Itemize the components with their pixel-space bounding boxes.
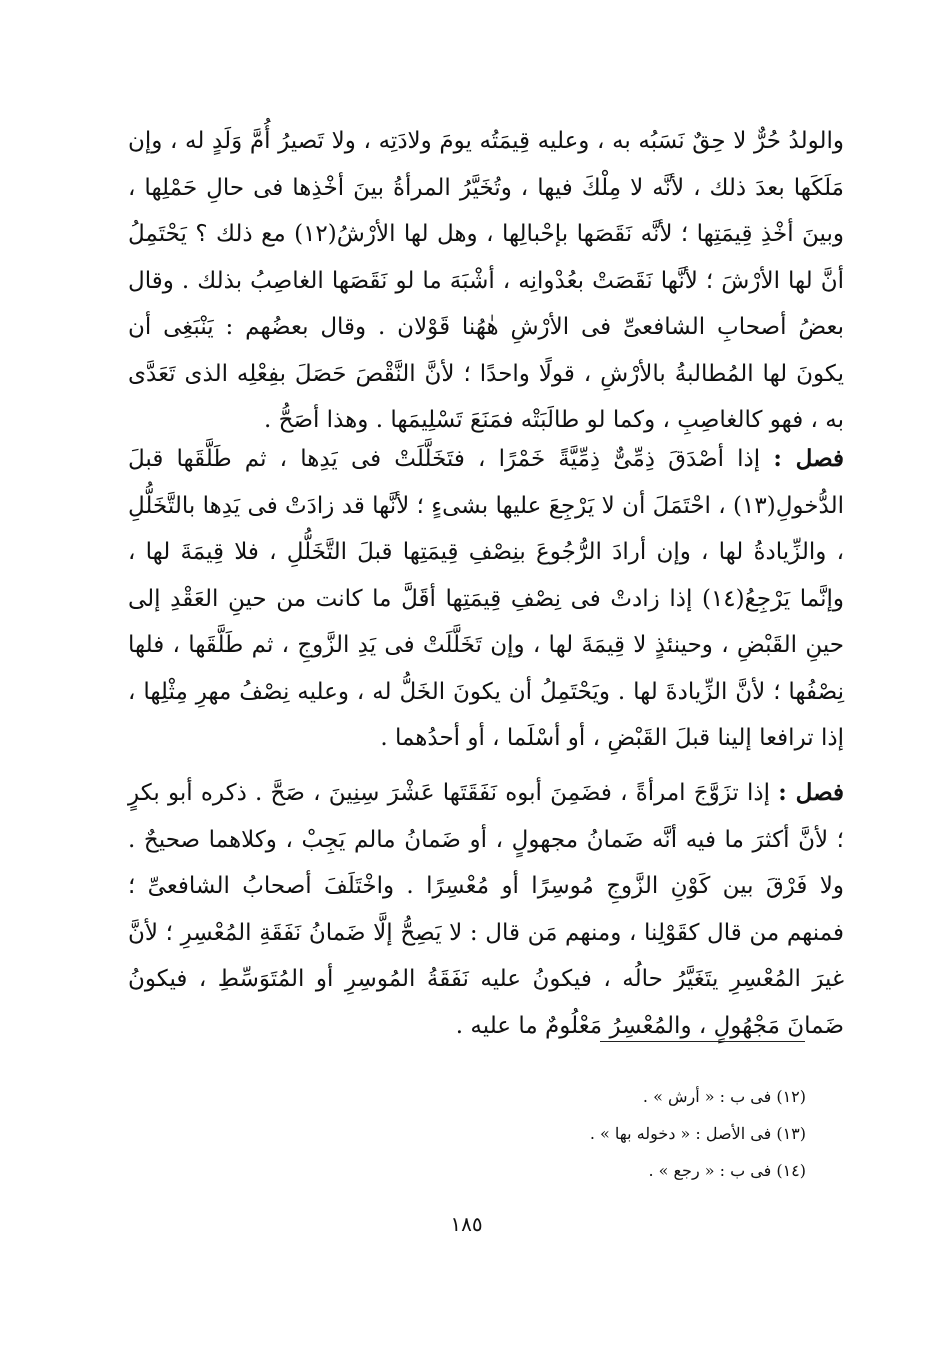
page-number: ١٨٥ <box>450 1212 483 1236</box>
footnote-12: (١٢) فى ب : « أرش » . <box>642 1087 806 1106</box>
paragraph-3 <box>128 770 844 1049</box>
footnote-14: (١٤) فى ب : « رجع » . <box>648 1161 806 1180</box>
paragraph-2 <box>128 436 844 762</box>
section-label: فصل : <box>778 779 845 806</box>
paragraph-2-text: إذا أصْدَقَ ذِمِّىٌّ ذِمِّيَّةً خَمْرًا ، فتَخَلَّلَتْ فى يَدِها ، ثم طَلَّقَها قبلَ الدُّخولِ(١٣) ، احْتَمَلَ أن لا يَرْجِعَ عليها بشىءٍ ؛ لأنَّها قد زادَتْ فى يَدِها بالتَّخَلُّلِ ، والزِّيادةُ لها ، وإن أرادَ الرُّجُوعَ بنِصْفِ قِيمَتِها قبلَ التَّخَلُّلِ ، فلا قِيمَةَ لها ، وإنَّما يَرْجِعُ(١٤) إذا زادتْ فى نِصْفِ قِيمَتِها أقَلَّ ما كانت من حينِ العَقْدِ إلى حينِ القَبْضِ ، وحينئذٍ لا قِيمَةَ لها ، وإن تَخَلَّلَتْ فى يَدِ الزَّوجِ ، ثم طَلَّقَها ، فلها نِصْفُها ؛ لأنَّ الزِّيادةَ لها . ويَحْتَمِلُ أن يكونَ الخَلُّ له ، وعليه نِصْفُ مهرِ مِثْلِها ، إذا ترافعا إلينا قبلَ القَبْضِ ، أو أسْلَما ، أو أحدُهما . <box>128 446 844 751</box>
footnote-13: (١٣) فى الأصل : « دخوله بها » . <box>589 1124 806 1143</box>
paragraph-1 <box>128 118 844 444</box>
footnote-divider <box>600 1041 805 1042</box>
footnotes <box>560 1078 806 1189</box>
paragraph-3-text: إذا تزَوَّجَ امرأةً ، فضَمِنَ أبوه نَفَقَتَها عَشْرَ سِنِينَ ، صَحَّ . ذكره أبو بكرٍ ؛ لأنَّ أكثرَ ما فيه أنَّه ضَمانُ مجهولٍ ، أو ضَمانُ مالم يَجِبْ ، وكلاهما صحيحٌ . ولا فَرْقَ بين كَوْنِ الزَّوجِ مُوسِرًا أو مُعْسِرًا . واخْتَلَفَ أصحابُ الشافعىِّ ؛ فمنهم من قال كقَوْلِنا ، ومنهم مَن قال : لا يَصِحُّ إلَّا ضَمانُ نَفَقَةِ المُعْسِرِ ؛ لأنَّ غيرَ المُعْسِرِ يتَغَيَّرُ حالُه ، فيكونُ عليه نَفَقَةُ المُوسِرِ أو المُتَوَسِّطِ ، فيكونُ ضَمانَ مَجْهُولٍ ، والمُعْسِرُ مَعْلُومٌ ما عليه . <box>128 780 844 1039</box>
paragraph-1-text: والولدُ حُرٌّ لا حِقٌ نَسَبُه به ، وعليه قِيمَتُه يومَ ولادَتِه ، ولا تَصيرُ أُمَّ وَلَدٍ له ، وإن مَلَكَها بعدَ ذلك ، لأنَّه لا مِلْكَ فيها ، وتُخَيَّرُ المرأةُ بينَ أخْذِها فى حالِ حَمْلِها ، وبينَ أخْذِ قِيمَتِها ؛ لأنَّه نَقَصَها بإحْبالِها ، وهل لها الأرْشُ(١٢) مع ذلك ؟ يَحْتَمِلُ أنَّ لها الأرْشَ ؛ لأنَّها نَقَصَتْ بعُدْوانِه ، أشْبَهَ ما لو نَقَصَها الغاصِبُ بذلك . وقال بعضُ أصحابِ الشافعىِّ فى الأرْشِ هٰهُنا قَوْلان . وقال بعضُهم : يَنْبَغِى أن يكونَ لها المُطالبةُ بالأرْشِ ، قولًا واحدًا ؛ لأنَّ النَّقْصَ حَصَلَ بفِعْلِه الذى تَعَدَّى به ، فهو كالغاصِبِ ، وكما لو طالَبَتْه فمَنَعَ تَسْلِيمَها . وهذا أصَحُّ . <box>128 128 844 433</box>
section-label: فصل : <box>773 445 845 472</box>
